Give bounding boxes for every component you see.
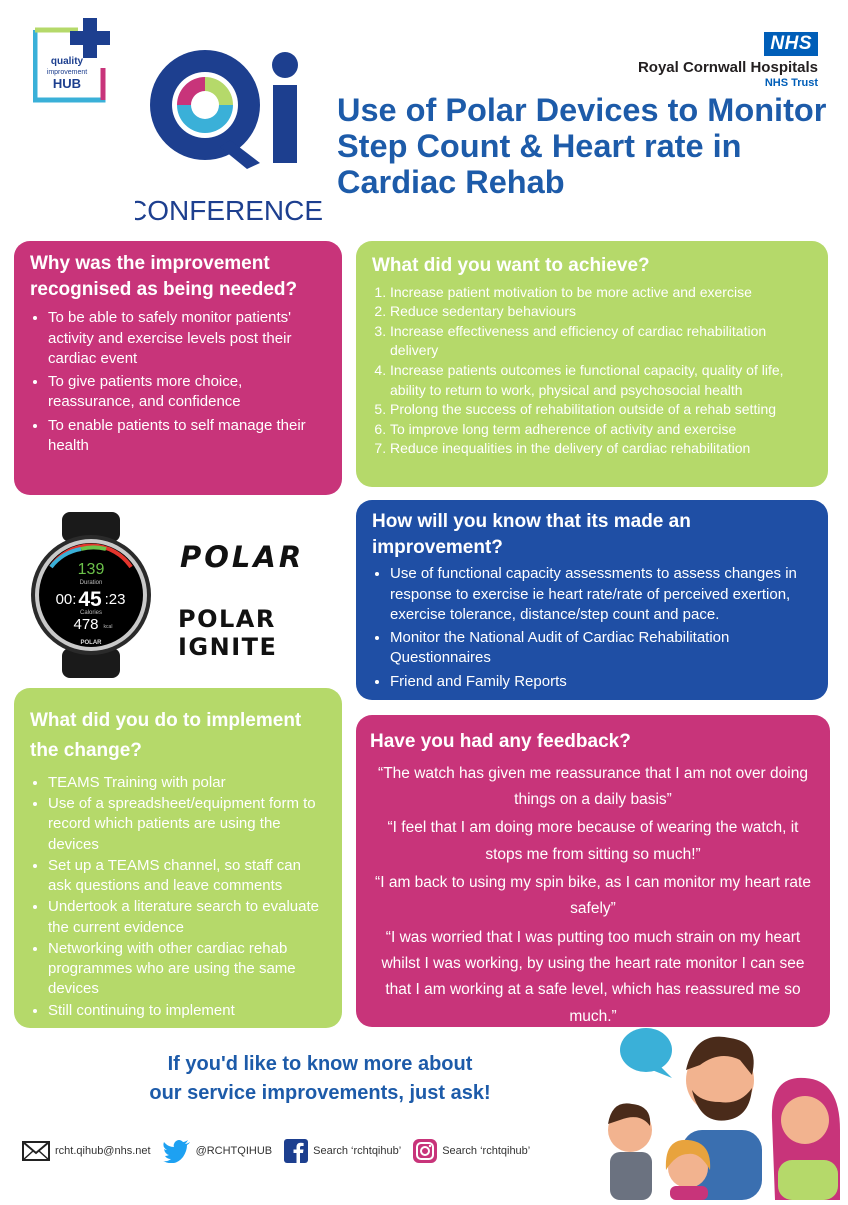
trust-name: Royal Cornwall Hospitals	[637, 59, 818, 76]
footer-facebook[interactable]	[284, 1139, 401, 1163]
nhs-trust-logo	[598, 32, 818, 89]
nhs-badge: NHS	[764, 32, 818, 56]
list-item: 7. Reduce inequalities in the delivery of cardiac rehabilitation	[390, 439, 812, 459]
list-item: • To give patients more choice, reassurance, and confidence	[48, 372, 326, 413]
implement-list	[30, 773, 326, 1021]
list-item: 4. Increase patients outcomes ie functional capacity, quality of life, ability to return to work, physical and psychosocial health	[390, 361, 812, 400]
footer-instagram[interactable]	[413, 1139, 530, 1163]
instagram-icon	[413, 1139, 437, 1163]
why-heading: Why was the improvement recognised as being needed?	[30, 253, 298, 300]
quality-improvement-hub-logo	[33, 18, 118, 103]
polar-logo-text: POLAR	[180, 540, 305, 572]
list-item: • Networking with other cardiac rehab programmes who are using the same devices	[48, 939, 326, 1000]
footer-email[interactable]	[22, 1141, 151, 1161]
watch-time-left: 00:	[55, 591, 77, 608]
watch-calories: 478	[73, 616, 99, 633]
know-heading: How will you know that its made an improvement?	[372, 511, 691, 558]
implement-box	[14, 688, 342, 1028]
hub-logo-line2: improvement	[46, 69, 88, 76]
conference-label: CONFERENCE	[135, 195, 324, 225]
feedback-quote: “I am back to using my spin bike, as I can monitor my heart rate safely”	[375, 874, 811, 918]
watch-duration-label: Duration	[79, 580, 103, 586]
twitter-icon	[163, 1139, 191, 1163]
watch-time-mid: 45	[78, 588, 102, 611]
list-item: • Still continuing to implement	[48, 1001, 326, 1021]
achieve-heading: What did you want to achieve?	[372, 255, 650, 276]
why-box	[14, 241, 342, 495]
list-item: 5. Prolong the success of rehabilitation outside of a rehab setting	[390, 400, 812, 420]
feedback-box	[356, 715, 830, 1027]
facebook-icon	[284, 1139, 308, 1163]
list-item: • Undertook a literature search to evaluate the current evidence	[48, 897, 326, 938]
facebook-text: Search ‘rchtqihub’	[313, 1145, 402, 1157]
footer-contacts	[22, 1136, 536, 1166]
list-item: • To enable patients to self manage their health	[48, 416, 326, 457]
watch-calories-label: Calories	[79, 610, 103, 616]
achieve-list	[372, 283, 812, 459]
people-illustration	[600, 1020, 848, 1200]
cta-line2: our service improvements, just ask!	[149, 1082, 491, 1104]
polar-logo	[180, 540, 320, 572]
list-item: 2. Reduce sedentary behaviours	[390, 302, 812, 322]
list-item: • Friend and Family Reports	[390, 672, 812, 692]
instagram-text: Search ‘rchtqihub’	[442, 1145, 531, 1157]
page-title: Use of Polar Devices to Monitor Step Count & Heart rate in Cardiac Rehab	[337, 92, 827, 200]
watch-heart-rate: 139	[77, 561, 105, 578]
call-to-action	[110, 1050, 530, 1108]
feedback-quote: “I was worried that I was putting too much strain on my heart whilst I was working, by using the heart rate monitor I can see that I am working at a safe level, which has reassured me so much.”	[381, 928, 805, 1025]
list-item: 6. To improve long term adherence of activity and exercise	[390, 420, 812, 440]
list-item: 1. Increase patient motivation to be more active and exercise	[390, 283, 812, 303]
list-item: • To be able to safely monitor patients' activity and exercise levels post their cardiac event	[48, 308, 326, 369]
know-list	[372, 564, 812, 692]
list-item: • Use of functional capacity assessments to assess changes in response to exercise ie heart rate/rate of perceived exertion, exercise tolerance, distance/step count and pace.	[390, 564, 812, 625]
watch-kcal: kcal	[103, 624, 113, 630]
list-item: • Monitor the National Audit of Cardiac Rehabilitation Questionnaires	[390, 628, 812, 669]
feedback-quote: “The watch has given me reassurance that I am not over doing things on a daily basis”	[378, 764, 808, 808]
watch-brand: POLAR	[80, 640, 102, 646]
feedback-quote: “I feel that I am doing more because of wearing the watch, it stops me from sitting so much!”	[387, 819, 799, 863]
trust-subtitle: NHS Trust	[764, 77, 818, 89]
twitter-text: @RCHTQIHUB	[195, 1145, 273, 1157]
watch-time-right: :23	[104, 591, 126, 608]
implement-heading: What did you do to implement the change?	[30, 710, 302, 762]
footer-twitter[interactable]	[163, 1139, 273, 1163]
achieve-box	[356, 241, 828, 487]
list-item: • TEAMS Training with polar	[48, 773, 326, 793]
polar-watch-image	[26, 512, 156, 678]
list-item: • Set up a TEAMS channel, so staff can ask questions and leave comments	[48, 856, 326, 897]
why-list	[30, 308, 326, 456]
polar-ignite-label: POLAR IGNITE	[178, 605, 278, 661]
cta-line1: If you'd like to know more about	[167, 1053, 473, 1075]
hub-logo-line1: quality	[50, 56, 84, 67]
email-text: rcht.qihub@nhs.net	[55, 1145, 151, 1157]
feedback-heading: Have you had any feedback?	[370, 731, 631, 752]
hub-logo-line3: HUB	[52, 76, 82, 91]
speech-bubble-icon	[620, 1028, 672, 1078]
qi-conference-logo	[135, 45, 325, 225]
list-item: 3. Increase effectiveness and efficiency of cardiac rehabilitation delivery	[390, 322, 812, 361]
list-item: • Use of a spreadsheet/equipment form to record which patients are using the devices	[48, 794, 326, 855]
know-box	[356, 500, 828, 700]
mail-icon	[22, 1141, 50, 1161]
